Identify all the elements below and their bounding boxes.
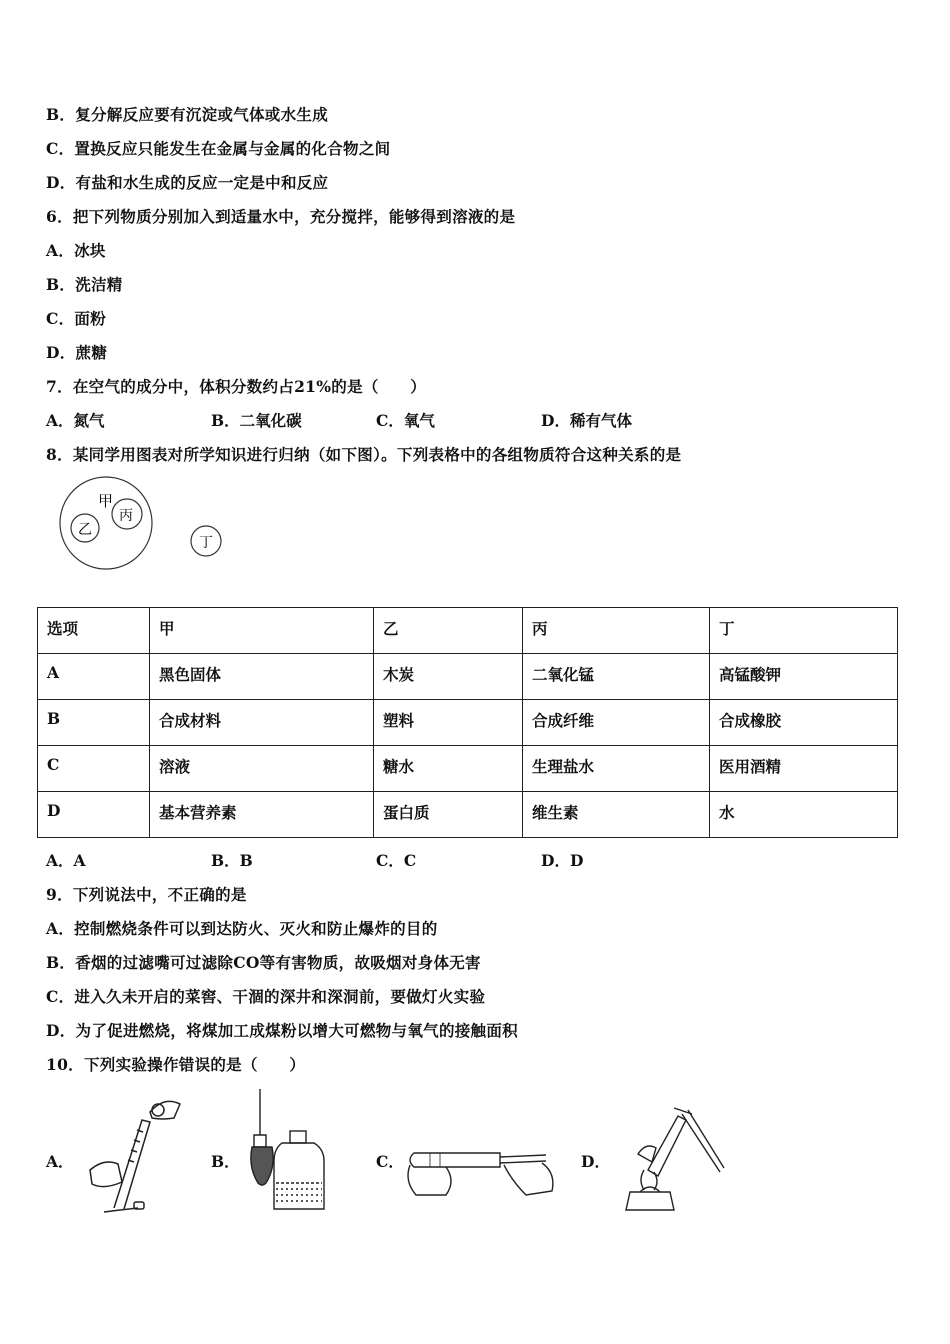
q8-option-b: B．B [211,851,253,870]
table-cell: 生理盐水 [523,746,710,792]
q8-option-a: A．A [46,851,86,870]
table-cell: 塑料 [374,700,523,746]
table-cell: 糖水 [374,746,523,792]
table-cell: 二氧化锰 [523,654,710,700]
header-cell: 丙 [523,608,710,654]
q10-stem: 10．下列实验操作错误的是（ ） [46,1055,306,1074]
table-cell: 合成材料 [150,700,374,746]
test-tube-handling-illustration [400,1135,560,1205]
label-jia: 甲 [98,492,114,510]
q7-stem: 7．在空气的成分中，体积分数约占21%的是（ ） [46,377,427,396]
q7-option-c: C．氧气 [376,411,435,430]
q9-stem: 9．下列说法中，不正确的是 [46,885,247,904]
table-cell: 高锰酸钾 [710,654,898,700]
q8-option-c: C．C [376,851,417,870]
q9-option-b: B．香烟的过滤嘴可过滤除CO等有害物质，故吸烟对身体无害 [46,953,481,972]
table-cell: 黑色固体 [150,654,374,700]
q7-option-a: A．氮气 [46,411,105,430]
q5-option-c: C．置换反应只能发生在金属与金属的化合物之间 [46,139,391,158]
q10-label-c: C． [376,1152,404,1171]
label-ding: 丁 [199,535,213,551]
table-cell: 溶液 [150,746,374,792]
q6-option-c: C．面粉 [46,309,107,328]
header-cell: 选项 [38,608,150,654]
table-cell: 木炭 [374,654,523,700]
label-bing: 丙 [119,508,133,524]
q9-option-a: A．控制燃烧条件可以到达防火、灭火和防止爆炸的目的 [46,919,438,938]
table-header-row [38,608,898,654]
q5-option-b: B．复分解反应要有沉淀或气体或水生成 [46,105,329,124]
table-cell: 维生素 [523,792,710,838]
table-cell: 合成纤维 [523,700,710,746]
table-cell: 基本营养素 [150,792,374,838]
dropper-and-bottle-illustration [240,1085,340,1215]
q9-option-c: C．进入久未开启的菜窖、干涸的深井和深洞前，要做灯火实验 [46,987,486,1006]
q9-option-d: D．为了促进燃烧，将煤加工成煤粉以增大可燃物与氧气的接触面积 [46,1021,518,1040]
q8-table [37,607,898,838]
q6-option-d: D．蔗糖 [46,343,108,362]
table-row [38,700,898,746]
table-row [38,654,898,700]
q8-stem: 8．某同学用图表对所学知识进行归纳（如下图）。下列表格中的各组物质符合这种关系的是 [46,445,682,464]
table-cell: D [38,792,150,838]
table-cell: 合成橡胶 [710,700,898,746]
table-cell: B [38,700,150,746]
header-cell: 甲 [150,608,374,654]
q7-option-d: D．稀有气体 [541,411,632,430]
circle-jia [60,477,152,569]
set-relation-diagram [50,476,290,576]
label-yi: 乙 [78,522,92,538]
header-cell: 乙 [374,608,523,654]
table-cell: C [38,746,150,792]
table-cell: 蛋白质 [374,792,523,838]
heating-test-tube-illustration [608,1100,728,1220]
table-cell: A [38,654,150,700]
q6-option-b: B．洗洁精 [46,275,123,294]
q10-label-a: A． [46,1152,74,1171]
q6-stem: 6．把下列物质分别加入到适量水中，充分搅拌，能够得到溶液的是 [46,207,516,226]
header-cell: 丁 [710,608,898,654]
table-row [38,746,898,792]
q10-label-d: D． [581,1152,610,1171]
q7-option-b: B．二氧化碳 [211,411,302,430]
q5-option-d: D．有盐和水生成的反应一定是中和反应 [46,173,329,192]
table-row [38,792,898,838]
graduated-cylinder-pouring-illustration [80,1090,190,1220]
table-cell: 水 [710,792,898,838]
q6-option-a: A．冰块 [46,241,106,260]
q10-label-b: B． [211,1152,240,1171]
table-cell: 医用酒精 [710,746,898,792]
q8-option-d: D．D [541,851,584,870]
